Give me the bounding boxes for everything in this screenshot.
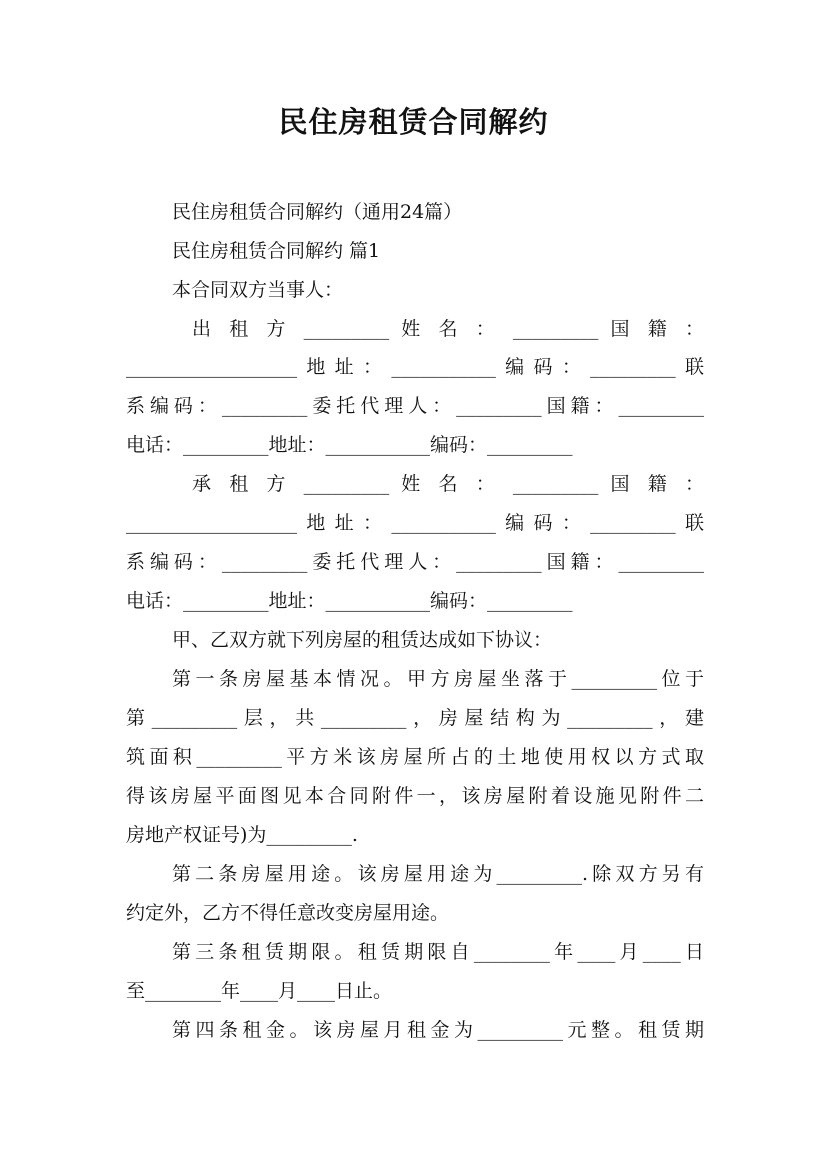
article-1-line: 第一条房屋基本情况。甲方房屋坐落于_________位于 — [172, 668, 704, 690]
article-3-line: 第三条租赁期限。租赁期限自________年____月____日 — [172, 941, 704, 963]
body-line: 甲、乙双方就下列房屋的租赁达成如下协议： — [172, 629, 553, 651]
body-line: 系编码：_________委托代理人：_________国籍：_________ — [126, 395, 704, 417]
body-line: __________________地址：___________编码：_________联 — [126, 512, 704, 534]
body-line: 至________年____月____日止。 — [126, 980, 393, 1002]
body-line: 约定外，乙方不得任意改变房屋用途。 — [126, 902, 450, 924]
body-line: 电话：_________地址：___________编码：_________ — [126, 590, 573, 612]
body-line: 本合同双方当事人： — [172, 279, 344, 301]
body-line: 系编码：_________委托代理人：_________国籍：_________ — [126, 551, 704, 573]
body-line: 得该房屋平面图见本合同附件一，该房屋附着设施见附件二 — [126, 785, 704, 807]
article-4-line: 第四条租金。该房屋月租金为_________元整。租赁期 — [172, 1019, 704, 1041]
lessor-line: 出 租 方 _________ 姓 名 ： _________ 国 籍 ： — [192, 318, 704, 340]
body-line: __________________地址：___________编码：_________联 — [126, 356, 704, 378]
body-line: 电话：_________地址：___________编码：_________ — [126, 434, 573, 456]
body-line: 筑面积_________平方米该房屋所占的土地使用权以方式取 — [126, 746, 704, 768]
body-line: 第_________层，共_________，房屋结构为_________，建 — [126, 707, 704, 729]
subtitle-line: 民住房租赁合同解约（通用24篇） — [172, 201, 463, 223]
article-2-line: 第二条房屋用途。该房屋用途为_________.除双方另有 — [172, 863, 704, 885]
body-line: 房地产权证号)为_________. — [126, 824, 358, 846]
document-title: 民住房租赁合同解约 — [278, 105, 549, 139]
lessee-line: 承 租 方 _________ 姓 名 ： _________ 国 籍 ： — [192, 473, 704, 495]
section-heading: 民住房租赁合同解约 篇1 — [172, 240, 381, 262]
